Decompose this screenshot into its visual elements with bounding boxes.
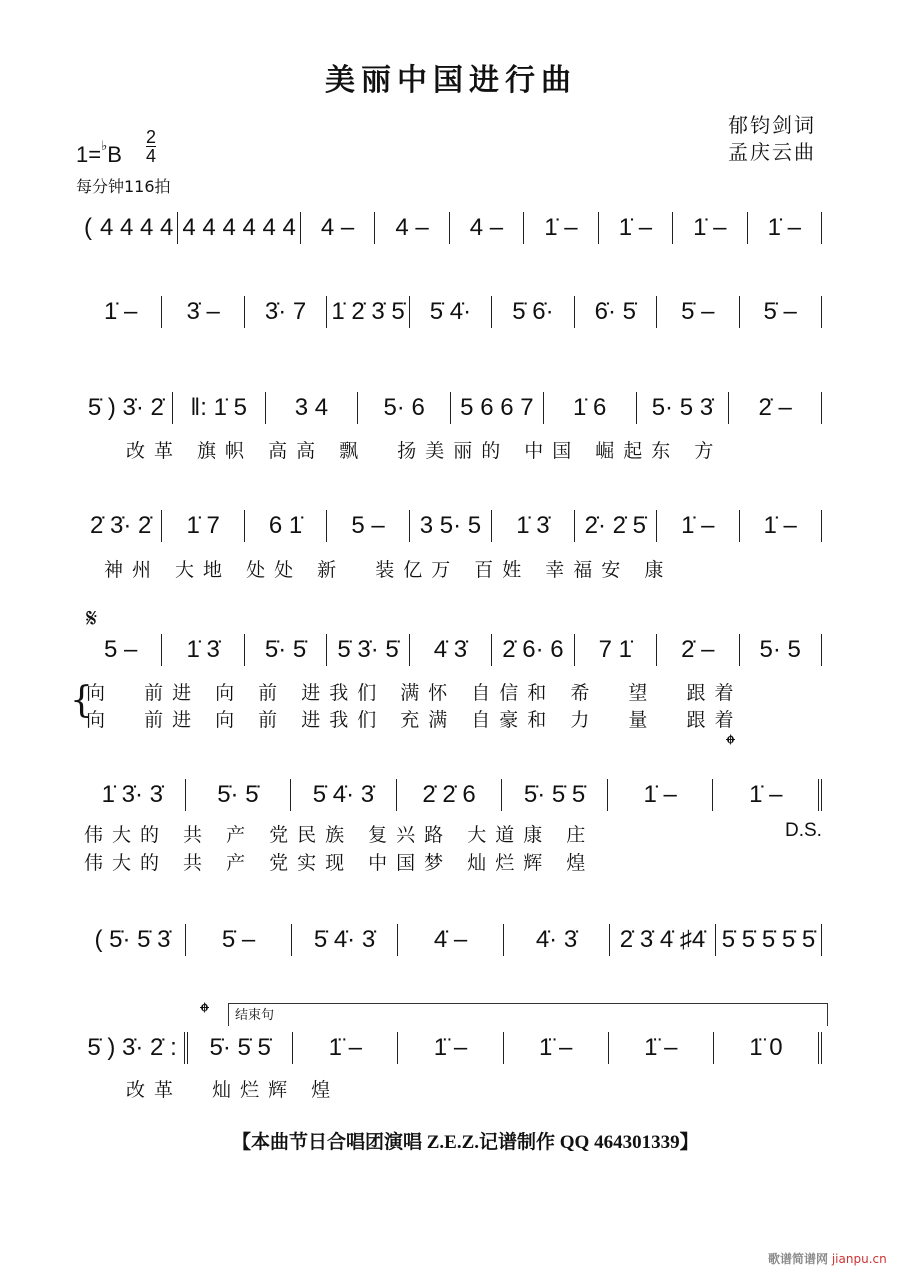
key-prefix: 1= <box>76 142 102 167</box>
measure: 1̇ – <box>673 212 747 244</box>
measure: 5̇ 4̇· 3̇ <box>292 924 398 956</box>
lyrics-row3: 改革 旗帜 高高 飘 扬美丽的 中国 崛起东 方 <box>126 440 723 462</box>
measure: 2̇ 2̇ 6 <box>397 779 503 811</box>
measure: 4 – <box>301 212 375 244</box>
lyricist: 郁钧剑词 <box>728 113 816 137</box>
measure: 6 1̇ <box>245 510 327 542</box>
notation-row <box>80 212 822 244</box>
measure: 5̇ 3̇· 5̇ <box>327 634 409 666</box>
measure: 5̇ ) 3̇· 2̇ : <box>80 1032 188 1064</box>
verse-brace: { <box>70 680 93 721</box>
measure: 5̇ ) 3̇· 2̇ <box>80 392 173 424</box>
lyrics-row6-verse1: 伟大的 共 产 党民族 复兴路 大道康 庄 <box>84 824 595 846</box>
measure: 5· 5 3̇ <box>637 392 730 424</box>
lyrics-row5-verse2: 向 前进 向 前 进我们 充满 自豪和 力 量 跟着 <box>86 709 743 731</box>
measure: 1̈ – <box>609 1032 714 1064</box>
measure: 1̇ – <box>740 510 822 542</box>
measure: 4̇ – <box>398 924 504 956</box>
notation-row <box>80 510 822 542</box>
song-title: 美丽中国进行曲 <box>325 63 577 98</box>
measure: 2̇· 2̇ 5̇ <box>575 510 657 542</box>
measure: 1̇ 3̇ <box>492 510 574 542</box>
measure: 5̇ 4̇· <box>410 296 492 328</box>
measure: 7 1̇ <box>575 634 657 666</box>
coda-icon: 𝄌 <box>726 730 735 760</box>
measure: 4 – <box>375 212 449 244</box>
measure: 1̇ 3̇ <box>162 634 244 666</box>
watermark-cn: 歌谱简谱网 <box>768 1252 829 1266</box>
measure: 1̇ – <box>524 212 598 244</box>
measure: 3 5· 5 <box>410 510 492 542</box>
segno-icon: 𝄋 <box>86 604 98 634</box>
measure: 5̇ 6̇· <box>492 296 574 328</box>
measure: 2̇ – <box>657 634 739 666</box>
measure: 1̇ 7 <box>162 510 244 542</box>
measure: 4 4 4 4 <box>96 212 178 244</box>
credits <box>728 112 816 166</box>
measure: 2̇ – <box>729 392 822 424</box>
coda-icon: 𝄌 <box>200 998 209 1028</box>
measure: 5̇ – <box>186 924 292 956</box>
measure: 6̇· 5̇ <box>575 296 657 328</box>
measure: 5̇ – <box>740 296 822 328</box>
measure: 5̇· 5̇ 5̇ <box>188 1032 293 1064</box>
measure: 5̇ 5̇ 5̇ 5̇ 5̇ <box>716 924 822 956</box>
measure: 4̇ 3̇ <box>410 634 492 666</box>
measure: 1̇ – <box>748 212 822 244</box>
ending-bracket <box>228 1003 828 1026</box>
measure: 1̇ – <box>599 212 673 244</box>
measure: 1̇ – <box>80 296 162 328</box>
time-bottom: 4 <box>146 146 157 166</box>
watermark-site: jianpu.cn <box>831 1252 887 1266</box>
measure: 1̈ 0 <box>714 1032 822 1064</box>
measure: 5̇· 5̇ 5̇ <box>502 779 608 811</box>
key-signature <box>76 138 122 168</box>
measure: 3̇ – <box>162 296 244 328</box>
measure: 3 4 <box>266 392 359 424</box>
measure: ( 5̇· 5̇ 3̇ <box>80 924 186 956</box>
measure: 5 – <box>80 634 162 666</box>
watermark <box>768 1250 887 1267</box>
notation-row <box>80 924 822 956</box>
measure: 4 – <box>450 212 524 244</box>
measure: 1̈ – <box>398 1032 503 1064</box>
measure: 4̇· 3̇ <box>504 924 610 956</box>
flat-icon: ♭ <box>101 138 108 153</box>
notation-row <box>80 392 822 424</box>
measure: 5 – <box>327 510 409 542</box>
ending-label: 结束句 <box>235 1008 275 1023</box>
lyrics-row5-verse1: 向 前进 向 前 进我们 满怀 自信和 希 望 跟着 <box>86 682 743 704</box>
notation-row <box>80 296 822 328</box>
measure: 1̇ 6 <box>544 392 637 424</box>
time-signature <box>146 128 156 165</box>
measure: 1̇ 3̇· 3̇ <box>80 779 186 811</box>
measure: 1̇ – <box>657 510 739 542</box>
notation-row <box>80 779 822 811</box>
measure: ‖: 1̇ 5 <box>173 392 266 424</box>
measure: ( <box>84 214 92 241</box>
measure: 1̈ – <box>293 1032 398 1064</box>
measure: 5̇ – <box>657 296 739 328</box>
measure: 5̇· 5̇ <box>245 634 327 666</box>
composer: 孟庆云曲 <box>728 140 816 164</box>
measure: 5̇· 5̇ <box>186 779 292 811</box>
lyrics-row4: 神州 大地 处处 新 装亿万 百姓 幸福安 康 <box>104 559 673 581</box>
dal-segno: D.S. <box>785 820 822 841</box>
measure: 5 6 6 7 <box>451 392 544 424</box>
notation-row <box>80 1032 822 1064</box>
lyrics-row6-verse2: 伟大的 共 产 党实现 中国梦 灿烂辉 煌 <box>84 852 595 874</box>
time-top: 2 <box>146 127 157 147</box>
key-note: B <box>107 142 122 167</box>
measure: 1̈ – <box>504 1032 609 1064</box>
footer-credit: 【本曲节日合唱团演唱 Z.E.Z.记谱制作 QQ 464301339】 <box>232 1132 699 1153</box>
measure: 2̇ 3̇· 2̇ <box>80 510 162 542</box>
measure: 2̇ 6· 6 <box>492 634 574 666</box>
measure: 4 4 4 4 4 4 <box>178 212 300 244</box>
notation-row <box>80 634 822 666</box>
tempo: 每分钟116拍 <box>76 177 171 196</box>
lyrics-row8: 改革 灿烂辉 煌 <box>126 1079 340 1101</box>
measure: 3̇· 7 <box>245 296 327 328</box>
measure: 5· 6 <box>358 392 451 424</box>
measure: 1̇ 2̇ 3̇ 5̇ <box>327 296 409 328</box>
measure: 1̇ – <box>608 779 714 811</box>
measure: 2̇ 3̇ 4̇ ♯4̇ <box>610 924 716 956</box>
measure: 1̇ – <box>713 779 822 811</box>
measure: 5̇ 4̇· 3̇ <box>291 779 397 811</box>
measure: 5· 5 <box>740 634 822 666</box>
